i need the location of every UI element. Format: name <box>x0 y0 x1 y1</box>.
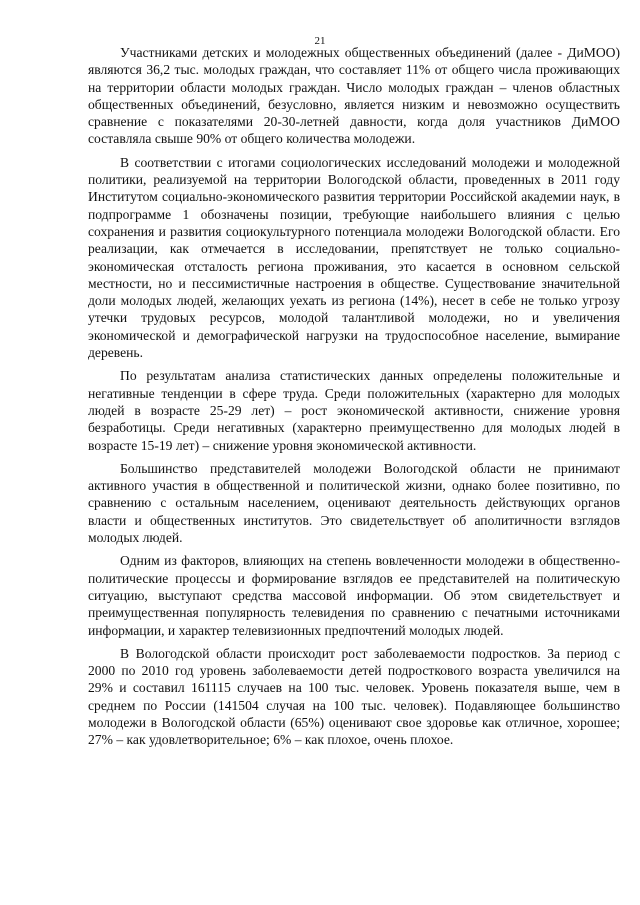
paragraph-dimoo-participants: Участниками детских и молодежных общественных объединений (далее - ДиМОО) являются 36,2 тыс. молодых граждан, что составляет 11% от общего числа проживающих на территории области молодых граждан. Число молодых граждан – членов областных общественных объединений, безусловно, является низким и невозможно осуществить сравнение с показателями 20-30-летней давности, когда доля участников ДиМОО составляла свыше 90% от общего количества молодежи. <box>88 45 620 147</box>
body-text <box>88 44 620 755</box>
paragraph-adolescent-health: В Вологодской области происходит рост заболеваемости подростков. За период с 2000 по 2010 год уровень заболеваемости детей подросткового возраста увеличился на 29% и составил 161115 случаев на 100 тыс. человек. Уровень показателя выше, чем в среднем по России (141504 случая на 100 тыс. человек). Подавляющее большинство молодежи в Вологодской области (65%) оценивают свое здоровье как отличное, хорошее; 27% – как удовлетворительное; 6% – как плохое, очень плохое. <box>88 645 620 748</box>
paragraph-mass-media: Одним из факторов, влияющих на степень вовлеченности молодежи в общественно-политические процессы и формирование взглядов ее представителей на политическую ситуацию, выступают средства массовой информации. Об этом свидетельствует и преимущественная популярность телевидения по сравнению с печатными источниками информации, и характер телевизионных предпочтений молодых людей. <box>88 553 620 638</box>
paragraph-labor-trends: По результатам анализа статистических данных определены положительные и негативные тенденции в сфере труда. Среди положительных (характерно для молодых людей в возрасте 25-29 лет) – рост экономической активности, снижение уровня безработицы. Среди негативных (характерно преимущественно для молодых людей в возрасте 15-19 лет) – снижение уровня экономической активности. <box>88 368 620 453</box>
paragraph-political-participation: Большинство представителей молодежи Вологодской области не принимают активного участия в общественной и политической жизни, однако более позитивно, по сравнению с остальным населением, оценивают деятельность действующих органов власти и общественных институтов. Это свидетельствует об аполитичности взглядов молодых людей. <box>88 460 620 546</box>
paragraph-sociological-research: В соответствии с итогами социологических исследований молодежи и молодежной политики, реализуемой на территории Вологодской области, проведенных в 2011 году Институтом социально-экономического развития территории Российской академии наук, в подпрограмме 1 обозначены позиции, требующие наибольшего влияния с целью сохранения и развития социокультурного потенциала молодежи Вологодской области. Его реализации, как отмечается в исследовании, препятствует не только социально-экономическая отсталость региона проживания, это касается в основном сельской местности, но и пессимистичные настроения в обществе. Существование значительной доли молодых людей, желающих уехать из региона (14%), несет в себе не только угрозу утечки трудовых ресурсов, молодой талантливой молодежи, но и увеличения экономической и демографической нагрузки на трудоспособное население, вымирание деревень. <box>88 154 620 361</box>
page-number: 21 <box>314 35 326 47</box>
